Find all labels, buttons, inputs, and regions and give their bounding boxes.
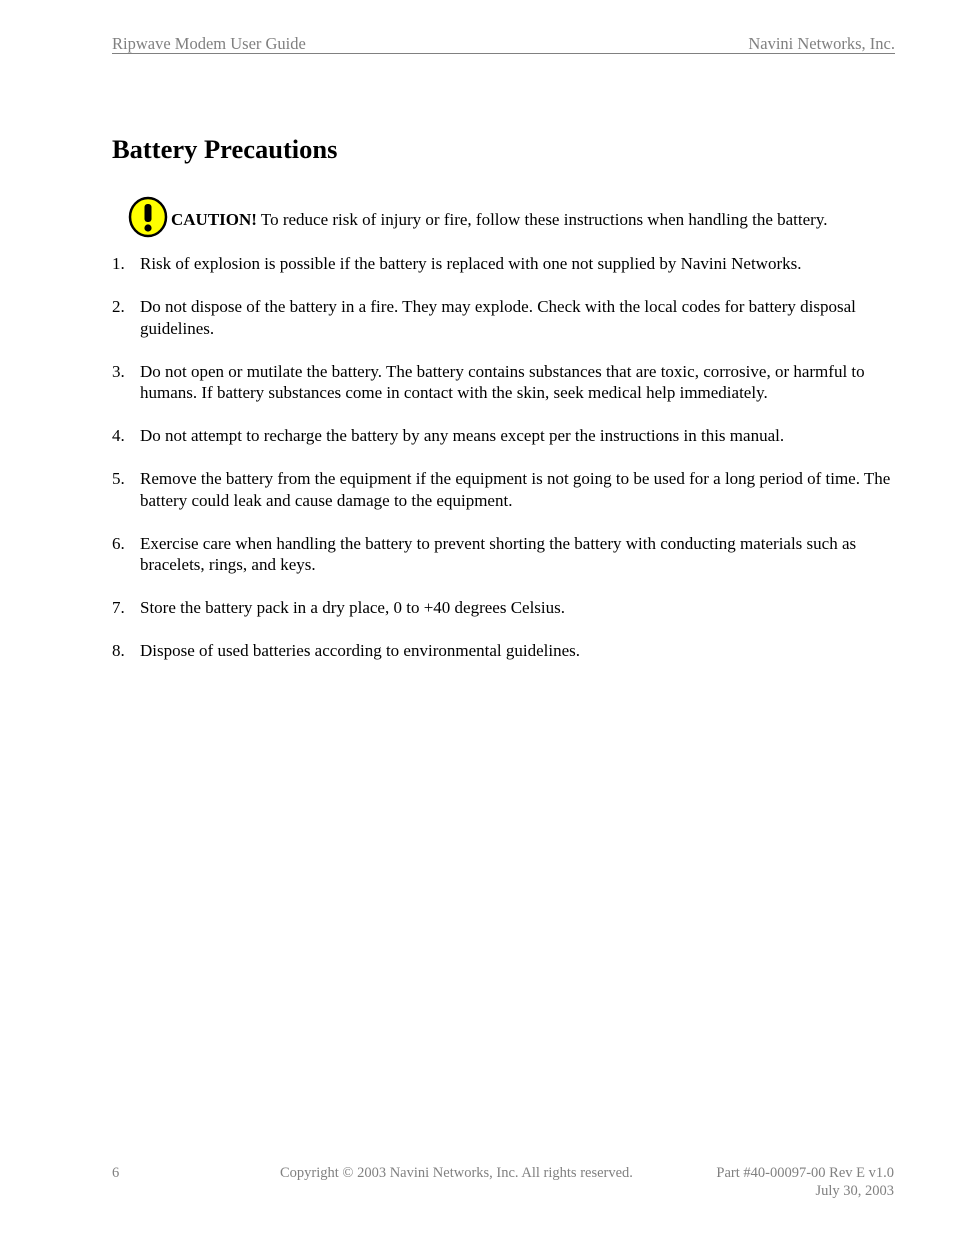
- list-item-number: 3.: [112, 361, 125, 381]
- list-item-number: 6.: [112, 533, 125, 553]
- header-document-title: Ripwave Modem User Guide: [112, 34, 306, 53]
- publication-date: July 30, 2003: [815, 1183, 894, 1199]
- list-item-text: Exercise care when handling the battery to prevent shorting the battery with conducting materials such as bracelets, rings, and keys.: [140, 533, 857, 574]
- list-item: [112, 533, 902, 576]
- list-item-text: Do not attempt to recharge the battery by any means except per the instructions in this manual.: [140, 426, 785, 445]
- list-item: [112, 296, 902, 339]
- copyright-notice: Copyright © 2003 Navini Networks, Inc. All rights reserved.: [280, 1165, 633, 1181]
- precautions-list: [112, 253, 902, 683]
- list-item: [112, 597, 902, 619]
- list-item: [112, 640, 902, 662]
- caution-text: [171, 209, 827, 231]
- list-item-number: 4.: [112, 426, 125, 445]
- list-item-text: Remove the battery from the equipment if the equipment is not going to be used for a long period of time. The battery could leak and cause damage to the equipment.: [140, 469, 891, 510]
- list-item-number: 1.: [112, 254, 125, 273]
- list-item-text: Do not open or mutilate the battery. The battery contains substances that are toxic, corrosive, or harmful to humans. If battery substances come in contact with the skin, seek medical help immediately.: [140, 361, 865, 402]
- page-header: [112, 34, 895, 54]
- list-item-number: 7.: [112, 598, 125, 617]
- page-number: 6: [112, 1165, 120, 1181]
- header-company-name: Navini Networks, Inc.: [748, 34, 895, 53]
- list-item-number: 5.: [112, 469, 125, 488]
- list-item-number: 2.: [112, 297, 125, 316]
- list-item-text: Do not dispose of the battery in a fire. They may explode. Check with the local codes for battery disposal guidelines.: [140, 297, 856, 338]
- part-number: Part #40-00097-00 Rev E v1.0: [716, 1165, 894, 1181]
- page-title: Battery Precautions: [112, 134, 338, 164]
- list-item: [112, 425, 902, 447]
- list-item-text: Risk of explosion is possible if the battery is replaced with one not supplied by Navini Networks.: [140, 254, 802, 273]
- part-number-block: [716, 1164, 894, 1200]
- caution-message: To reduce risk of injury or fire, follow these instructions when handling the battery.: [256, 210, 828, 229]
- list-item-number: 8.: [112, 641, 125, 660]
- list-item: [112, 468, 902, 511]
- caution-exclamation-icon: [128, 196, 168, 240]
- list-item: [112, 253, 902, 275]
- list-item-text: Dispose of used batteries according to environmental guidelines.: [140, 641, 580, 660]
- caution-label: CAUTION!: [171, 210, 257, 229]
- list-item: [112, 361, 902, 404]
- list-item-text: Store the battery pack in a dry place, 0 to +40 degrees Celsius.: [140, 598, 566, 617]
